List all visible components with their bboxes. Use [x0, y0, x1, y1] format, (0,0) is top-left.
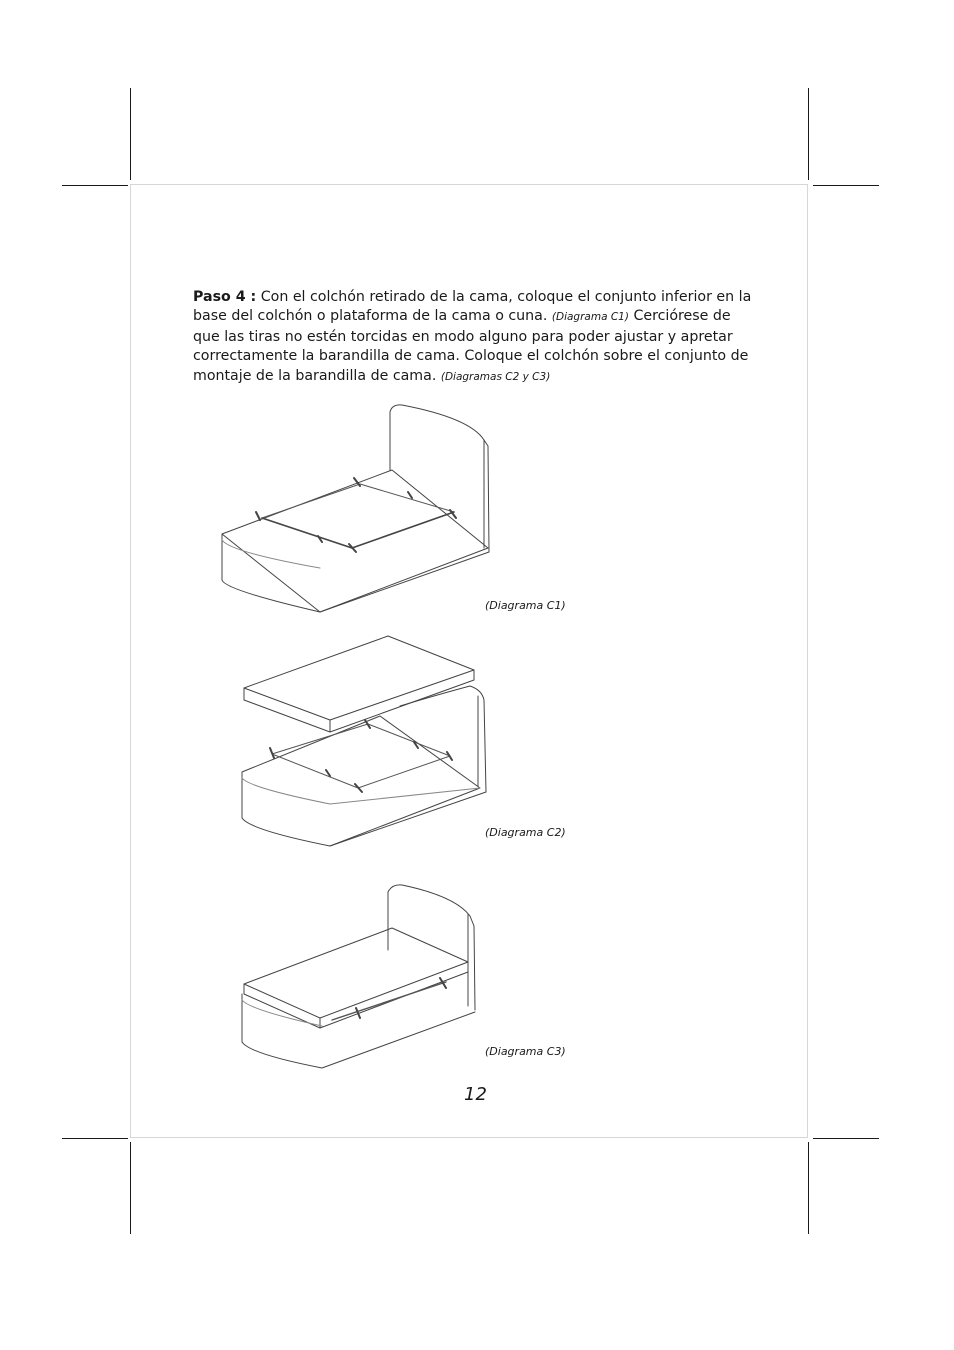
- diagram-ref-c2-c3: (Diagramas C2 y C3): [440, 370, 551, 383]
- caption-diagram-c1: (Diagrama C1): [485, 599, 566, 612]
- diagram-ref-c1: (Diagrama C1): [551, 311, 629, 324]
- step-text-2: Cerciórese de que las tiras no estén torcidas en modo alguno para poder ajustar y apretar correctamente la barandilla de cama. Coloque el colchón sobre el conjunto de montaje de la barandilla de cama.: [193, 308, 749, 384]
- step-label: Paso 4 :: [193, 289, 257, 305]
- diagram-c2-mattress-placement: [242, 636, 486, 846]
- step-text-1: Con el colchón retirado de la cama, coloque el conjunto inferior en la base del colchón o plataforma de la cama o cuna.: [193, 289, 752, 325]
- diagram-c3-assembled-bed: [242, 885, 475, 1068]
- page-number: 12: [464, 1084, 487, 1105]
- diagram-c1-bed-with-straps: [222, 405, 489, 612]
- caption-diagram-c3: (Diagrama C3): [485, 1045, 566, 1058]
- caption-diagram-c2: (Diagrama C2): [485, 826, 566, 839]
